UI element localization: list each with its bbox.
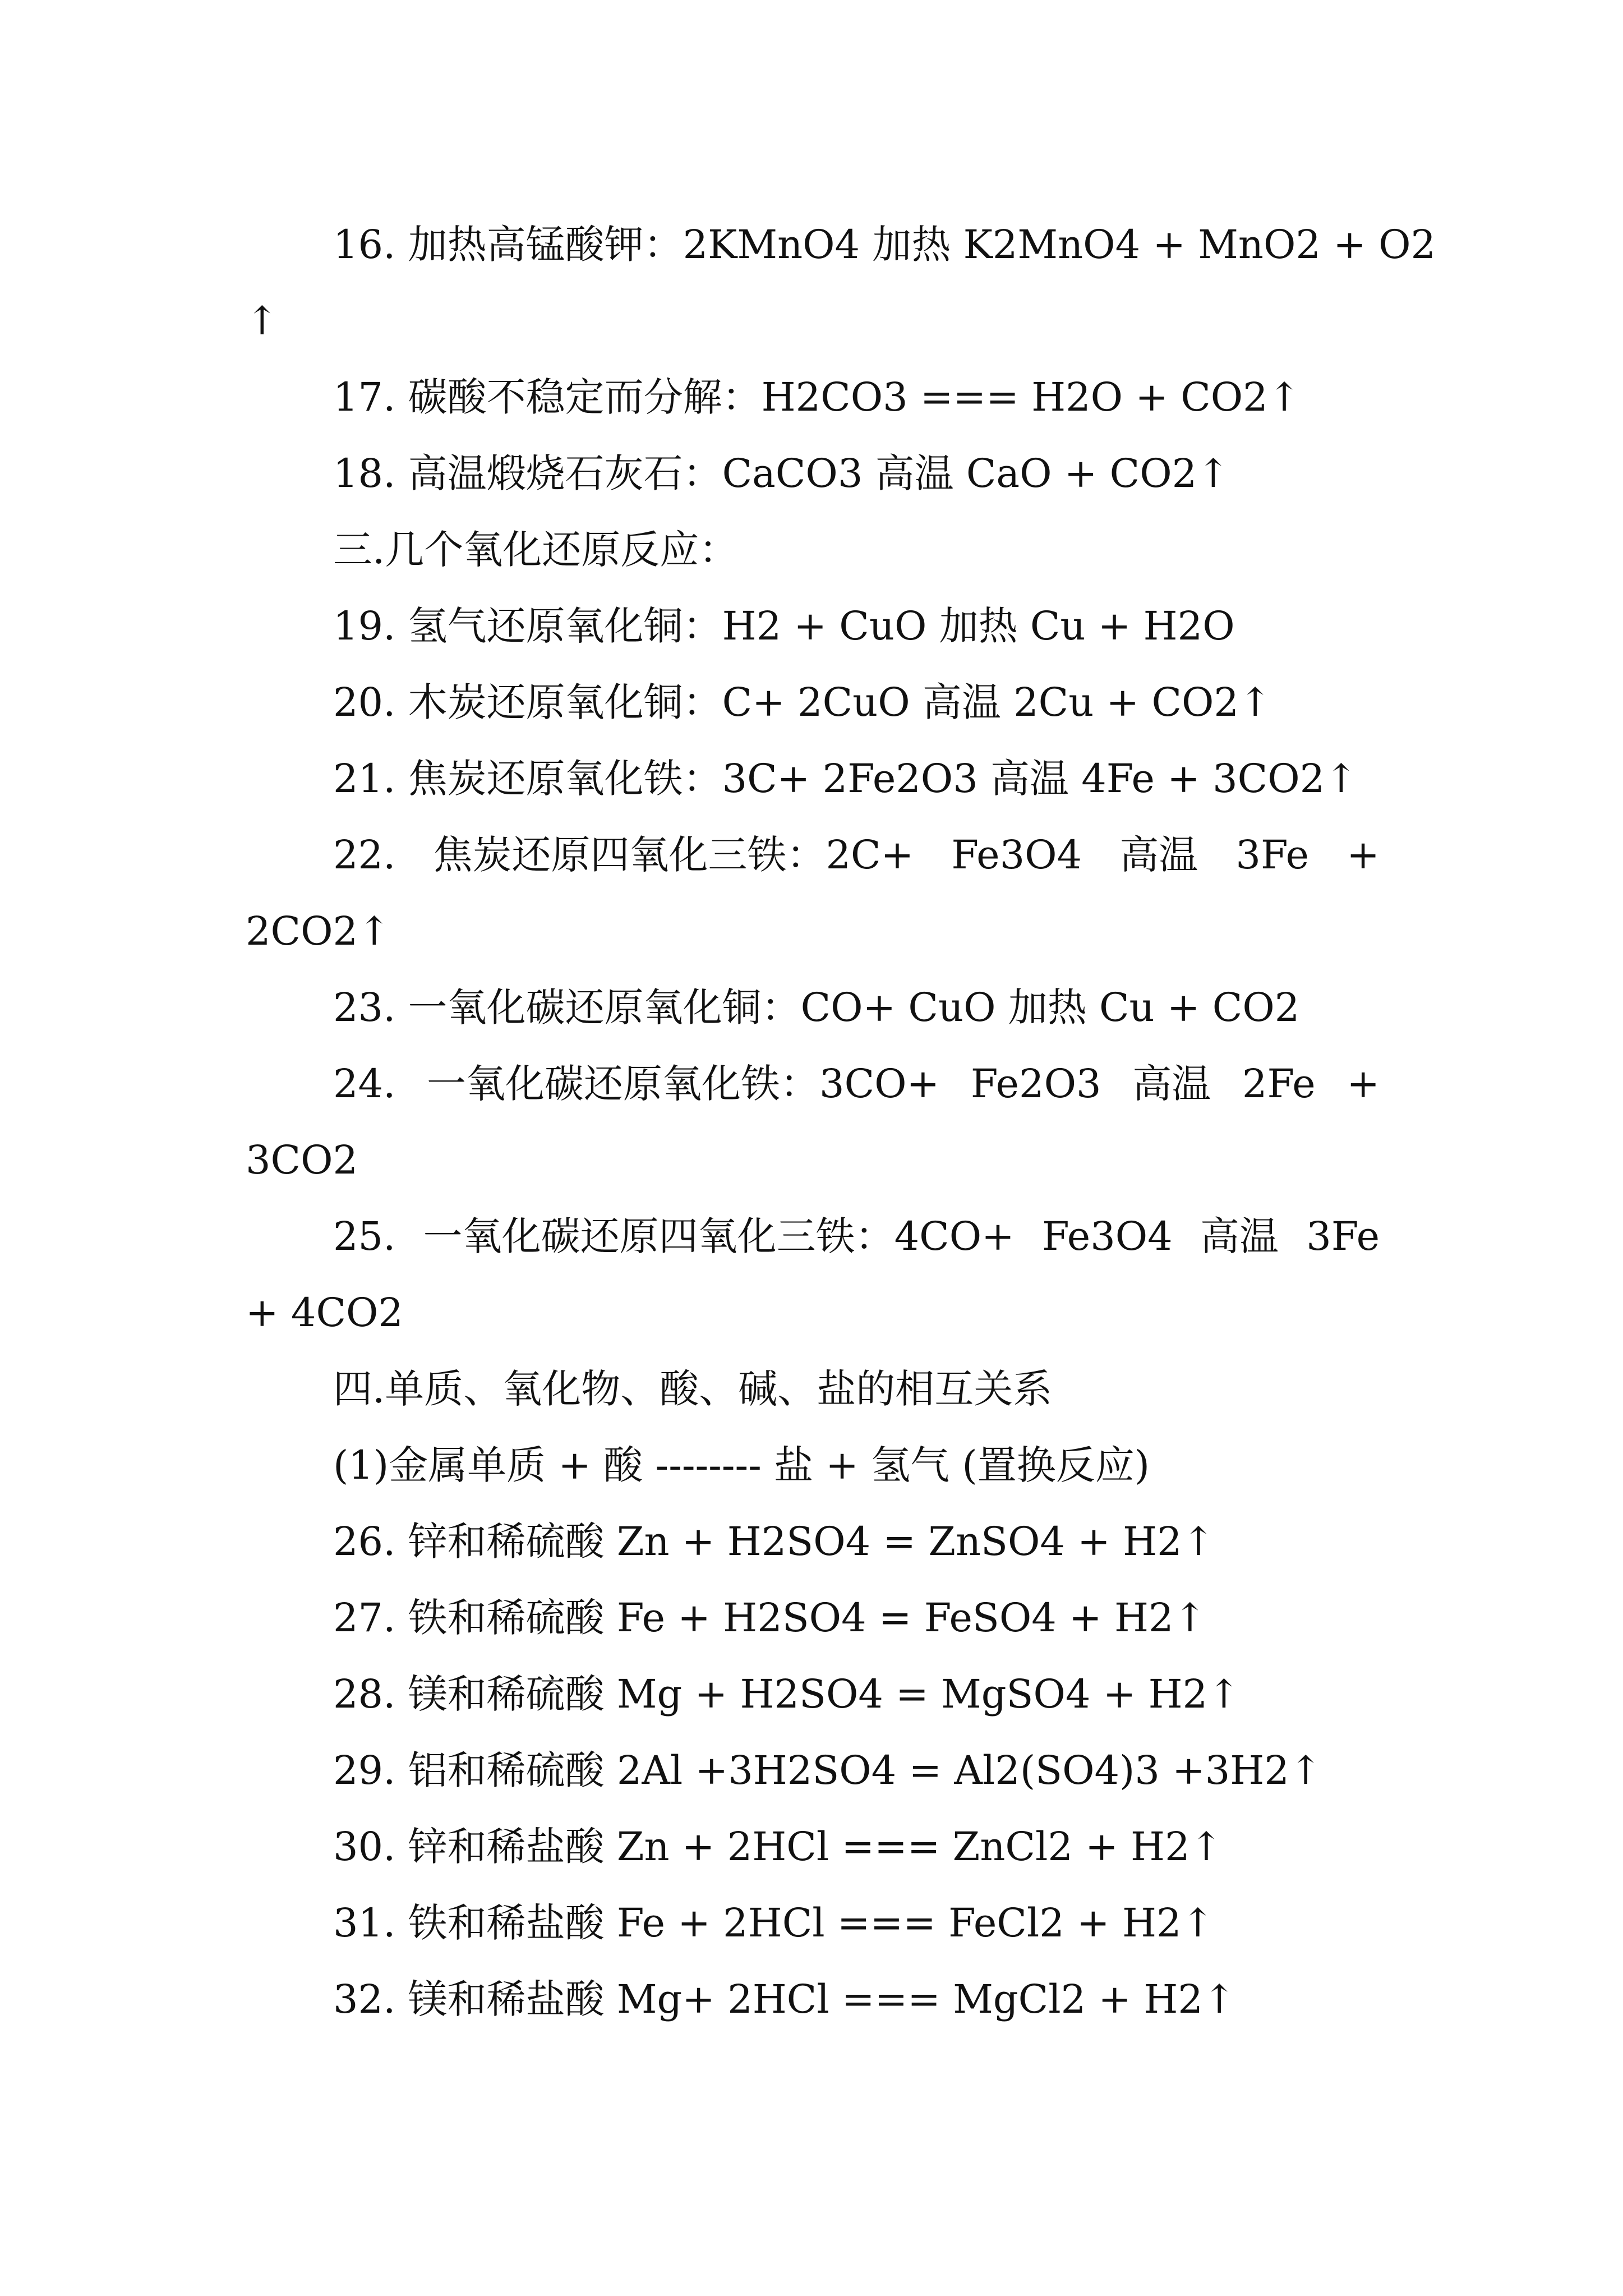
- equation-line-28: 28. 镁和稀硫酸 Mg + H2SO4 = MgSO4 + H2↑: [333, 1671, 1241, 1717]
- equation-line-31: 31. 铁和稀盐酸 Fe + 2HCl === FeCl2 + H2↑: [333, 1900, 1215, 1946]
- equation-line-19: 19. 氢气还原氧化铜：H2 + CuO 加热 Cu + H2O: [333, 603, 1235, 649]
- equation-22-plus: +: [1347, 832, 1380, 878]
- equation-25-oxide: Fe3O4: [1042, 1213, 1173, 1259]
- equation-24-number: 24.: [333, 1061, 396, 1107]
- equation-25-product: 3Fe: [1306, 1213, 1380, 1259]
- equation-25-condition: 高温: [1200, 1213, 1279, 1259]
- equation-22-reactants: 焦炭还原四氧化三铁：2C+: [433, 832, 914, 878]
- equation-line-22: [333, 821, 1380, 889]
- equation-line-24: [333, 1050, 1380, 1117]
- equation-line-32: 32. 镁和稀盐酸 Mg+ 2HCl === MgCl2 + H2↑: [333, 1976, 1236, 2022]
- equation-line-25-continuation: + 4CO2: [246, 1290, 403, 1336]
- equation-line-17: 17. 碳酸不稳定而分解：H2CO3 === H2O + CO2↑: [333, 374, 1301, 420]
- equation-24-plus: +: [1347, 1061, 1380, 1107]
- equation-22-number: 22.: [333, 832, 396, 878]
- equation-line-29: 29. 铝和稀硫酸 2Al +3H2SO4 = Al2(SO4)3 +3H2↑: [333, 1747, 1322, 1793]
- equation-line-16-continuation: ↑: [246, 298, 279, 344]
- equation-22-condition: 高温: [1119, 832, 1198, 878]
- equation-line-22-continuation: 2CO2↑: [246, 908, 391, 954]
- equation-line-21: 21. 焦炭还原氧化铁：3C+ 2Fe2O3 高温 4Fe + 3CO2↑: [333, 756, 1358, 802]
- equation-25-reactants: 一氧化碳还原四氧化三铁：4CO+: [423, 1213, 1015, 1259]
- subsection-heading-metal-acid: (1)金属单质 + 酸 -------- 盐 + 氢气 (置换反应): [333, 1442, 1150, 1488]
- section-heading-redox: 三.几个氧化还原反应：: [333, 527, 739, 573]
- equation-line-16: 16. 加热高锰酸钾：2KMnO4 加热 K2MnO4 + MnO2 + O2: [333, 222, 1436, 268]
- equation-line-23: 23. 一氧化碳还原氧化铜：CO+ CuO 加热 Cu + CO2: [333, 984, 1300, 1030]
- equation-24-condition: 高温: [1132, 1061, 1211, 1107]
- equation-line-26: 26. 锌和稀硫酸 Zn + H2SO4 = ZnSO4 + H2↑: [333, 1519, 1215, 1565]
- equation-24-reactants: 一氧化碳还原氧化铁：3CO+: [427, 1061, 940, 1107]
- equation-22-oxide: Fe3O4: [951, 832, 1082, 878]
- equation-line-20: 20. 木炭还原氧化铜：C+ 2CuO 高温 2Cu + CO2↑: [333, 679, 1272, 725]
- equation-line-25: [333, 1203, 1380, 1270]
- equation-24-product: 2Fe: [1242, 1061, 1316, 1107]
- equation-24-oxide: Fe2O3: [970, 1061, 1101, 1107]
- section-heading-relations: 四.单质、氧化物、酸、碱、盐的相互关系: [333, 1366, 1053, 1412]
- equation-line-18: 18. 高温煅烧石灰石：CaCO3 高温 CaO + CO2↑: [333, 450, 1230, 496]
- equation-line-30: 30. 锌和稀盐酸 Zn + 2HCl === ZnCl2 + H2↑: [333, 1824, 1223, 1870]
- equation-22-product: 3Fe: [1235, 832, 1310, 878]
- equation-line-27: 27. 铁和稀硫酸 Fe + H2SO4 = FeSO4 + H2↑: [333, 1595, 1207, 1641]
- equation-line-24-continuation: 3CO2: [246, 1137, 358, 1183]
- equation-25-number: 25.: [333, 1213, 396, 1259]
